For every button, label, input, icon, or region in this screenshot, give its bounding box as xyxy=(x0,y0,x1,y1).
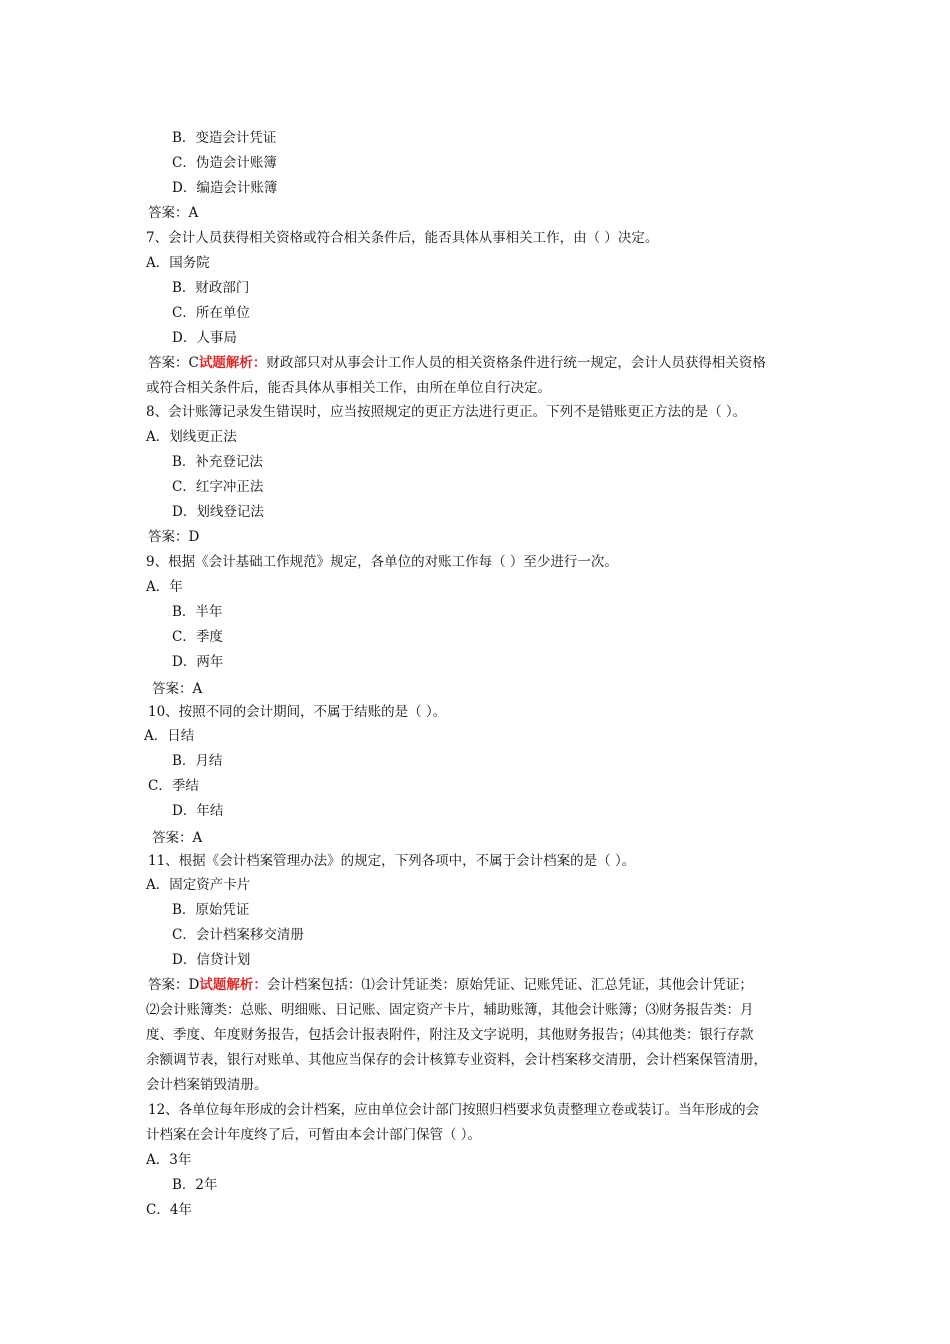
q10-answer: 答案：A xyxy=(152,830,203,846)
q6-option-c: C．伪造会计账簿 xyxy=(172,155,277,171)
q10-option-a: A．日结 xyxy=(144,728,195,744)
q6-answer: 答案：A xyxy=(148,205,199,221)
q10-question: 10、按照不同的会计期间，不属于结账的是（ ）。 xyxy=(148,704,447,720)
q11-answer-prefix: 答案：D xyxy=(148,977,200,993)
q11-option-c: C．会计档案移交清册 xyxy=(172,927,304,943)
q7-answer xyxy=(148,353,766,373)
q11-analysis-text-4: 余额调节表，银行对账单、其他应当保存的会计核算专业资料，会计档案移交清册，会计档案保管清册， xyxy=(146,1052,767,1068)
q9-answer: 答案：A xyxy=(152,681,203,697)
q8-option-a: A．划线更正法 xyxy=(146,429,237,445)
q8-option-c: C．红字冲正法 xyxy=(172,479,264,495)
q7-analysis-text: 财政部只对从事会计工作人员的相关资格条件进行统一规定，会计人员获得相关资格 xyxy=(266,355,766,371)
q12-question: 12、各单位每年形成的会计档案，应由单位会计部门按照归档要求负责整理立卷或装订。当年形成的会 xyxy=(148,1102,760,1118)
q11-analysis-tag: 试题解析： xyxy=(199,977,267,993)
q11-option-d: D．信贷计划 xyxy=(172,952,251,968)
q7-option-b: B．财政部门 xyxy=(172,280,250,296)
q12-option-a: A．3年 xyxy=(146,1152,192,1168)
q9-option-c: C．季度 xyxy=(172,629,223,645)
q11-analysis-text-2: ⑵会计账簿类：总账、明细账、日记账、固定资产卡片，辅助账簿，其他会计账簿；⑶财务报告类：月 xyxy=(146,1002,754,1018)
q7-option-a: A．国务院 xyxy=(146,255,210,271)
q8-question: 8、会计账簿记录发生错误时，应当按照规定的更正方法进行更正。下列不是错账更正方法的是（ ）。 xyxy=(146,404,747,420)
q11-option-b: B．原始凭证 xyxy=(172,902,250,918)
q8-option-b: B．补充登记法 xyxy=(172,454,263,470)
q12-option-b: B．2年 xyxy=(172,1177,218,1193)
q7-question: 7、会计人员获得相关资格或符合相关条件后，能否具体从事相关工作，由（ ）决定。 xyxy=(146,230,659,246)
q12-question-cont: 计档案在会计年度终了后，可暂由本会计部门保管（ ）。 xyxy=(146,1127,482,1143)
q8-answer: 答案：D xyxy=(148,529,200,545)
q11-analysis-text-5: 会计档案销毁清册。 xyxy=(146,1077,268,1093)
q12-option-c: C．4年 xyxy=(146,1202,192,1218)
q7-option-d: D．人事局 xyxy=(172,330,237,346)
q7-analysis-tag: 试题解析： xyxy=(198,355,267,371)
q7-option-c: C．所在单位 xyxy=(172,305,250,321)
q9-option-d: D．两年 xyxy=(172,654,224,670)
q10-option-d: D．年结 xyxy=(172,803,224,819)
q6-option-b: B．变造会计凭证 xyxy=(172,130,277,146)
q11-question: 11、根据《会计档案管理办法》的规定，下列各项中，不属于会计档案的是（ ）。 xyxy=(148,853,636,869)
q9-option-a: A．年 xyxy=(146,579,183,595)
q6-option-d: D．编造会计账簿 xyxy=(172,180,278,196)
q11-option-a: A．固定资产卡片 xyxy=(146,877,251,893)
q11-analysis-text-3: 度、季度、年度财务报告，包括会计报表附件，附注及文字说明，其他财务报告；⑷其他类：银行存款 xyxy=(146,1027,754,1043)
q11-analysis-text: 会计档案包括：⑴会计凭证类：原始凭证、记账凭证、汇总凭证，其他会计凭证； xyxy=(266,977,753,993)
q7-analysis-text-cont: 或符合相关条件后，能否具体从事相关工作，由所在单位自行决定。 xyxy=(146,380,551,396)
q9-question: 9、根据《会计基础工作规范》规定，各单位的对账工作每（ ）至少进行一次。 xyxy=(146,554,618,570)
q11-answer xyxy=(148,975,753,995)
q8-option-d: D．划线登记法 xyxy=(172,504,264,520)
q9-option-b: B．半年 xyxy=(172,604,223,620)
q7-answer-prefix: 答案：C xyxy=(148,355,199,371)
q10-option-b: B．月结 xyxy=(172,753,223,769)
q10-option-c: C．季结 xyxy=(148,778,199,794)
